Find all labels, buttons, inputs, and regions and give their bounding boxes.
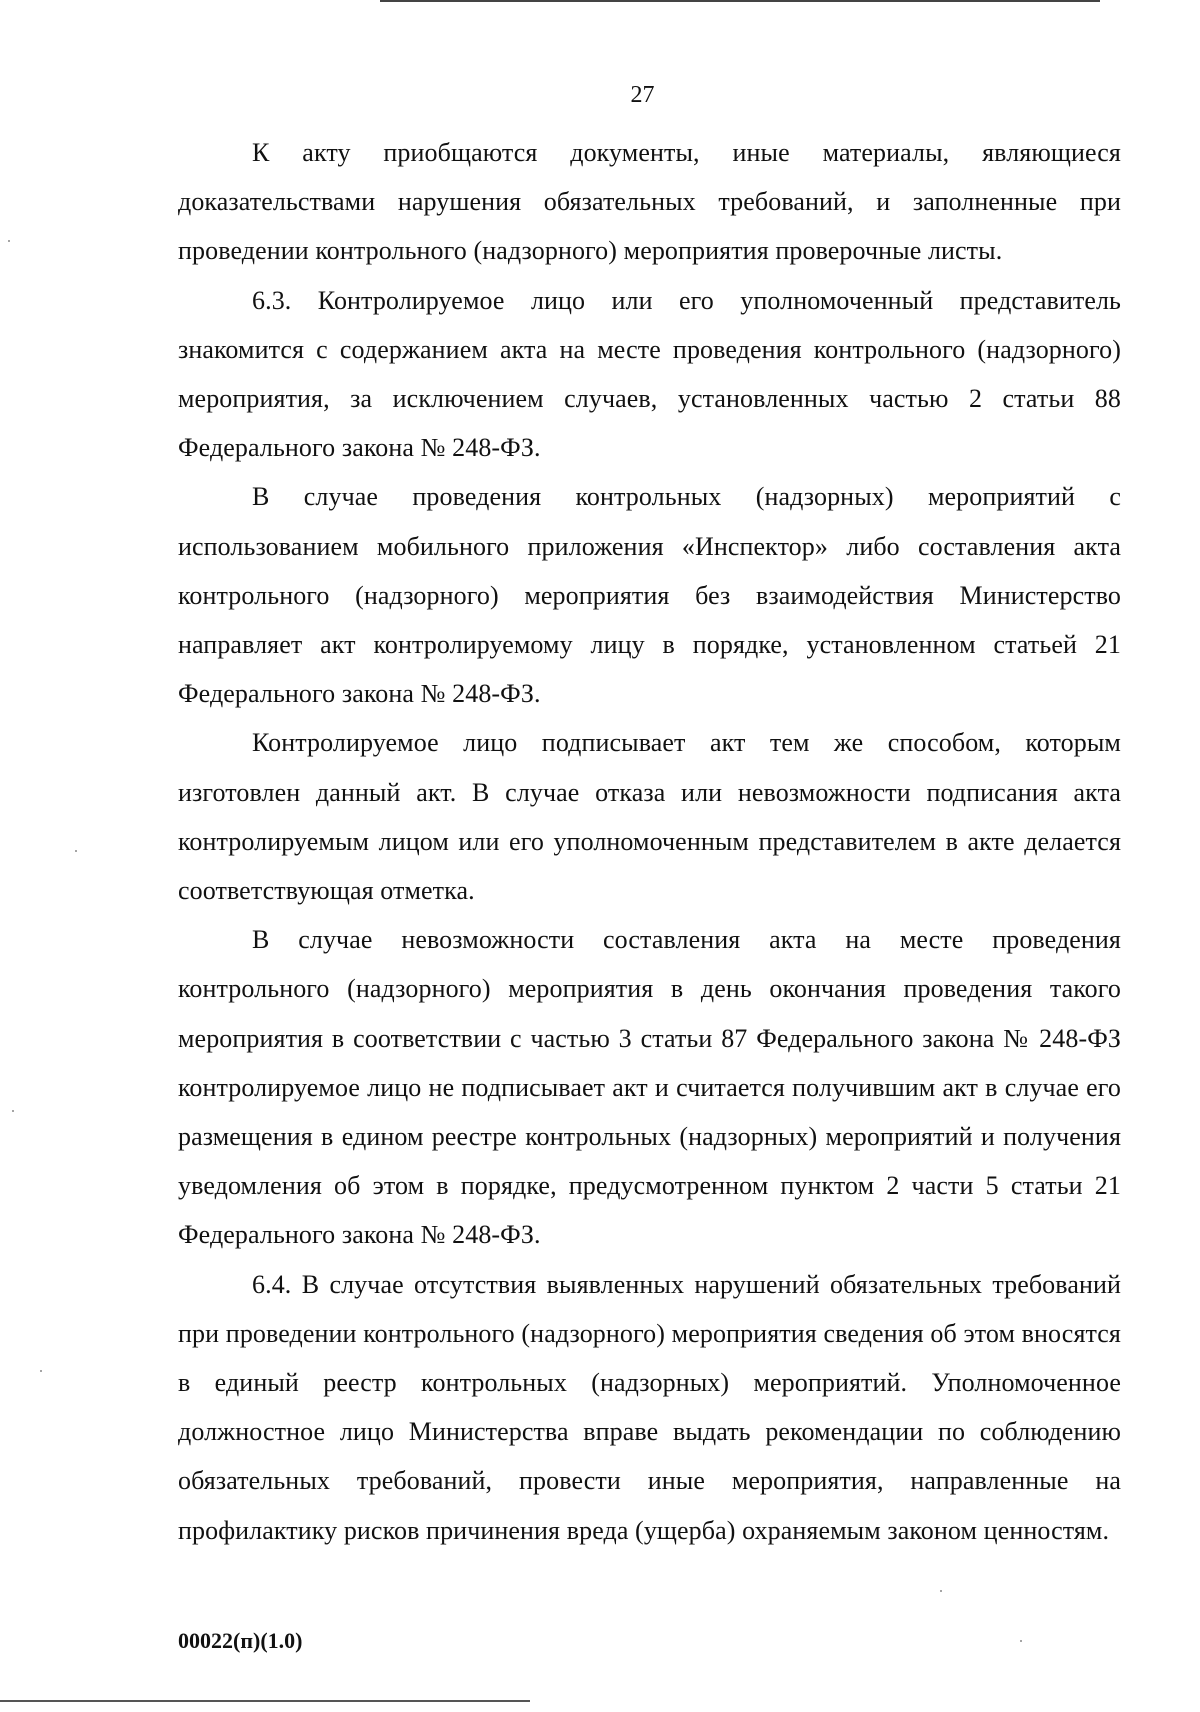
top-scan-edge-line bbox=[380, 0, 1100, 2]
paragraph-signing: Контролируемое лицо подписывает акт тем же способом, которым изготовлен данный акт. В случае отказа или невозможности подписания акта контролируемым лицом или его уполномоченным представителем в акте делается соответствующая отметка. bbox=[178, 728, 1121, 906]
scan-speck bbox=[12, 1110, 14, 1112]
scan-speck bbox=[1020, 1640, 1022, 1642]
document-footer-code: 00022(п)(1.0) bbox=[178, 1628, 303, 1653]
paragraph-inspector-app: В случае проведения контрольных (надзорных) мероприятий с использованием мобильного приложения «Инспектор» либо составления акта контрольного (надзорного) мероприятия без взаимодействия Министерство направляет акт контролируемому лицу в порядке, установленном статьей 21 Федерального закона № 248-ФЗ. bbox=[178, 482, 1121, 709]
scan-speck bbox=[940, 1590, 942, 1592]
paragraph-attachments: К акту приобщаются документы, иные материалы, являющиеся доказательствами нарушения обязательных требований, и заполненные при проведении контрольного (надзорного) мероприятия проверочные листы. bbox=[178, 138, 1121, 266]
scan-speck bbox=[40, 1370, 42, 1372]
scan-speck bbox=[8, 240, 10, 242]
paragraph-6-4: 6.4. В случае отсутствия выявленных нарушений обязательных требований при проведении контрольного (надзорного) мероприятия сведения об этом вносятся в единый реестр контрольных (надзорных) мероприятий. Уполномоченное должностное лицо Министерства вправе выдать рекомендации по соблюдению обязательных требований, провести иные мероприятия, направленные на профилактику рисков причинения вреда (ущерба) охраняемым законом ценностям. bbox=[178, 1269, 1121, 1545]
scan-speck bbox=[75, 850, 77, 852]
page-number: 27 bbox=[630, 82, 655, 108]
paragraph-impossibility: В случае невозможности составления акта на месте проведения контрольного (надзорного) мероприятия в день окончания проведения такого мероприятия в соответствии с частью 3 статьи 87 Федерального закона № 248-ФЗ контролируемое лицо не подписывает акт и считается получившим акт в случае его размещения в едином реестре контрольных (надзорных) мероприятий и получения уведомления об этом в порядке, предусмотренном пунктом 2 части 5 статьи 21 Федерального закона № 248-ФЗ. bbox=[178, 925, 1121, 1250]
bottom-scan-edge-line bbox=[0, 1700, 530, 1702]
paragraph-6-3: 6.3. Контролируемое лицо или его уполномоченный представитель знакомится с содержанием акта на месте проведения контрольного (надзорного) мероприятия, за исключением случаев, установленных частью 2 статьи 88 Федерального закона № 248-ФЗ. bbox=[178, 285, 1121, 463]
document-body bbox=[178, 128, 1121, 1555]
